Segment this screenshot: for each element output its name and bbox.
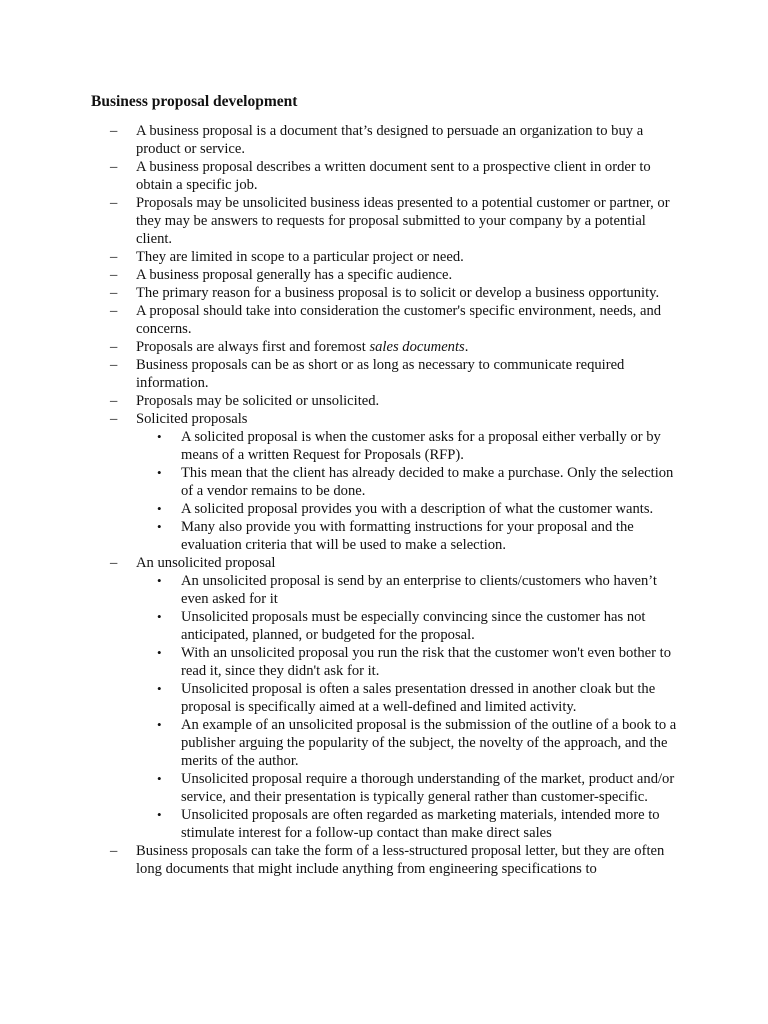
list-item — [0, 410, 680, 554]
item-text: A business proposal describes a written document sent to a prospective client in order to obtain a specific job. — [136, 159, 651, 193]
list-item — [0, 194, 680, 248]
item-text-after: . — [464, 339, 469, 355]
bullet-marker: • — [157, 807, 162, 822]
dash-marker: – — [110, 555, 118, 571]
dash-marker: – — [110, 285, 118, 301]
item-text: The primary reason for a business proposal is to solicit or develop a business opportunity. — [136, 285, 660, 301]
list-item — [0, 284, 680, 302]
list-item-text — [136, 249, 464, 265]
sub-list-item — [136, 572, 680, 608]
sub-list-item — [136, 464, 680, 500]
list-item-text — [136, 195, 670, 247]
bullet-marker: • — [157, 429, 162, 444]
sub-item-text: With an unsolicited proposal you run the risk that the customer won't even bother to read it, since they didn't ask for it. — [181, 645, 672, 679]
main-list — [0, 122, 768, 878]
item-text: Solicited proposals — [136, 411, 248, 427]
dash-marker: – — [110, 303, 118, 319]
page-title: Business proposal development — [91, 93, 298, 110]
item-text-before: Proposals are always first and foremost — [136, 339, 370, 355]
dash-marker: – — [110, 357, 118, 373]
sub-item-text: Unsolicited proposal is often a sales presentation dressed in another cloak but the proposal is specifically aimed at a well-defined and limited activity. — [181, 681, 656, 715]
item-text: Proposals may be unsolicited business ideas presented to a potential customer or partner, or they may be answers to requests for proposal submitted to your company by a potential client. — [136, 195, 670, 247]
sub-list — [136, 428, 680, 554]
list-item-text — [136, 357, 624, 391]
item-text: Proposals may be solicited or unsolicited. — [136, 393, 380, 409]
item-text: A proposal should take into consideration the customer's specific environment, needs, and concerns. — [136, 303, 662, 337]
sub-item-text: An example of an unsolicited proposal is the submission of the outline of a book to a publisher arguing the popularity of the subject, the novelty of the approach, and the merits of the author. — [181, 717, 677, 769]
list-item — [0, 338, 680, 356]
sub-list-item — [136, 644, 680, 680]
dash-marker: – — [110, 339, 118, 355]
bullet-marker: • — [157, 717, 162, 732]
list-item — [0, 248, 680, 266]
item-text: A business proposal is a document that’s designed to persuade an organization to buy a product or service. — [136, 123, 644, 157]
item-text: Business proposals can take the form of a less-structured proposal letter, but they are often long documents that might include anything from engineering specifications to — [136, 843, 665, 877]
list-item — [0, 842, 680, 878]
list-item — [0, 356, 680, 392]
dash-marker: – — [110, 159, 118, 175]
bullet-marker: • — [157, 501, 162, 516]
sub-list-item — [136, 806, 680, 842]
list-item-text — [136, 393, 379, 409]
bullet-marker: • — [157, 645, 162, 660]
list-item — [0, 392, 680, 410]
sub-item-text: This mean that the client has already decided to make a purchase. Only the selection of a vendor remains to be done. — [181, 465, 674, 499]
sub-item-text: A solicited proposal is when the customer asks for a proposal either verbally or by means of a written Request for Proposals (RFP). — [181, 429, 661, 463]
list-item — [0, 158, 680, 194]
item-text: An unsolicited proposal — [136, 555, 276, 571]
sub-list-item — [136, 428, 680, 464]
sub-list-item — [136, 716, 680, 770]
list-item — [0, 302, 680, 338]
dash-marker: – — [110, 411, 118, 427]
list-item-text — [136, 555, 275, 571]
item-text: Business proposals can be as short or as long as necessary to communicate required information. — [136, 357, 625, 391]
dash-marker: – — [110, 123, 118, 139]
sub-item-text: A solicited proposal provides you with a description of what the customer wants. — [181, 501, 654, 517]
sub-item-text: Many also provide you with formatting instructions for your proposal and the evaluation criteria that will be used to make a selection. — [181, 519, 634, 553]
bullet-marker: • — [157, 519, 162, 534]
sub-list-item — [136, 518, 680, 554]
dash-marker: – — [110, 195, 118, 211]
dash-marker: – — [110, 843, 118, 859]
sub-item-text: An unsolicited proposal is send by an enterprise to clients/customers who haven’t even asked for it — [181, 573, 657, 607]
list-item — [0, 554, 680, 842]
bullet-marker: • — [157, 609, 162, 624]
list-item-text — [136, 285, 659, 301]
sub-item-text: Unsolicited proposals must be especially convincing since the customer has not anticipated, planned, or budgeted for the proposal. — [181, 609, 646, 643]
dash-marker: – — [110, 393, 118, 409]
dash-marker: – — [110, 249, 118, 265]
item-text: They are limited in scope to a particular project or need. — [136, 249, 464, 265]
sub-item-text: Unsolicited proposals are often regarded as marketing materials, intended more to stimulate interest for a follow-up contact than make direct sales — [181, 807, 660, 841]
dash-marker: – — [110, 267, 118, 283]
item-text-italic: sales documents — [369, 339, 465, 355]
sub-list-item — [136, 608, 680, 644]
list-item-text — [136, 411, 247, 427]
sub-list — [136, 572, 680, 842]
list-item-text — [136, 123, 643, 157]
list-item-text — [136, 267, 452, 283]
sub-list-item — [136, 770, 680, 806]
sub-item-text: Unsolicited proposal require a thorough understanding of the market, product and/or service, and their presentation is typically general rather than customer-specific. — [181, 771, 675, 805]
list-item-text — [136, 159, 651, 193]
list-item — [0, 122, 680, 158]
item-text: A business proposal generally has a specific audience. — [136, 267, 453, 283]
bullet-marker: • — [157, 573, 162, 588]
bullet-marker: • — [157, 681, 162, 696]
sub-list-item — [136, 500, 680, 518]
list-item — [0, 266, 680, 284]
sub-list-item — [136, 680, 680, 716]
bullet-marker: • — [157, 771, 162, 786]
list-item-text — [136, 303, 661, 337]
bullet-marker: • — [157, 465, 162, 480]
list-item-text — [136, 339, 468, 355]
list-item-text — [136, 843, 664, 877]
